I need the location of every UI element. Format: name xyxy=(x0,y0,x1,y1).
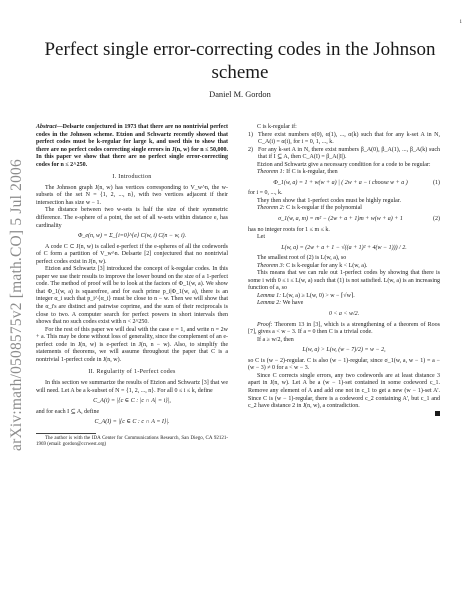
paragraph: If a ≥ w/2, then xyxy=(257,336,294,343)
equation-1: Φ_1(w, a) = 1 + w(w + a) | ( 2w + a − i choose w + a ) (1) xyxy=(273,179,440,186)
abstract-label: Abstract xyxy=(36,124,57,130)
equation-number: (1) xyxy=(433,179,440,186)
paragraph: This means that we can rule out 1-perfect codes by showing that there is some i with 0 ≤ i ≤ L(w, a) such that (1) is not satisfied. L(w, a) is an increasing function of a, so xyxy=(248,270,440,292)
paragraph: has no integer roots for 1 ≤ m ≤ k. xyxy=(248,226,330,233)
abstract xyxy=(36,124,228,169)
paragraph: The distance between two w-sets is half the size of their symmetric difference. The e-sphere of a point, the set of all w-sets within distance e, has cardinality xyxy=(36,207,228,229)
equation-lemma-2: 0 < a < w/2. xyxy=(328,311,360,318)
lemma-label: Lemma 1: xyxy=(257,292,282,299)
list-item-text: For any k-set A in N, there exist numbers β_A(0), β_A(1), ..., β_A(k) such that if I ⊆ A, then C_A(I) = β_A(|I|). xyxy=(258,146,440,161)
theorem-2: Theorem 2: C is k-regular if the polynomial xyxy=(257,205,362,212)
section-heading-regularity: II. Regularity of 1-Perfect codes xyxy=(88,369,176,376)
paragraph: They then show that 1-perfect codes must be highly regular. xyxy=(257,197,401,204)
paragraph: Etzion and Schwartz [3] introduced the concept of k-regular codes. In this paper we use their results to improve the lower bound on the size of a 1-perfect code. The method of proof will be to look at the factors of Φ_1(w, a). We show that Φ_1(w, a) is squarefree, and for each prime p_i|Φ_1(w, a), there is an integer α_i such that p_i^{α_i} must be close to n − w. Then we will show that the α_i's are distinct and pairwise coprime, and the sum of their reciprocals is close to two. A computer search for perfect powers in short intervals then shows that no such codes exist with n < 2^250. xyxy=(36,266,228,326)
abstract-text: —Delsarte conjectured in 1973 that there are no nontrivial perfect codes in the Johnson scheme. Etzion and Schwartz recently showed that perfect codes must be k-regular for large k, and used this to show that there are no perfect codes correcting single errors in J(n, w) for n ≤ 50,000. In this paper we show that there are no perfect single error-correcting codes for n ≤ 2^250. xyxy=(36,124,228,168)
lemma-2: Lemma 2: We have xyxy=(257,300,304,307)
theorem-1: Theorem 1: If C is k-regular, then xyxy=(257,169,338,176)
theorem-3: Theorem 3: C is k-regular for any k < L(w, a). xyxy=(257,262,368,269)
paragraph: For the rest of this paper we will deal with the case e = 1, and write n = 2w + a. This may be done without loss of generality, since the complement of an e-perfect code in J(n, w) is e-perfect in J(n, n − w). Also, to simplify the statements of theorems, we will assume throughout the paper that C is a nontrivial 1-perfect code in J(n, w). xyxy=(36,326,228,363)
list-item-text: There exist numbers α(0), α(1), ..., α(k) such that for any k-set A in N, C_A(i) = α(i), for i = 0, 1, ..., k. xyxy=(258,131,440,146)
paragraph: In this section we summarize the results of Etzion and Schwartz [3] that we will need. Let A be a k-subset of N = {1, 2, ..., n}. For all 0 ≤ i ≤ k, define xyxy=(36,379,228,394)
paragraph: and for each I ⊆ A, define xyxy=(36,408,100,415)
paragraph: C is k-regular if: xyxy=(257,124,297,130)
paragraph: Let xyxy=(257,234,265,241)
footnote-rule xyxy=(36,433,96,434)
right-column xyxy=(248,124,440,419)
footnote: The author is with the IDA Center for Communications Research, San Diego, CA 92121-1969 (email: gordon@ccrwest.org) xyxy=(36,435,228,447)
arxiv-sidebar xyxy=(6,160,28,450)
lemma-label: Lemma 2: xyxy=(257,300,282,307)
proof-label: Proof: xyxy=(257,321,273,328)
arxiv-identifier: arXiv:math/0508575v2 [math.CO] 5 Jul 2006 xyxy=(8,159,26,451)
paper-title: Perfect single error-correcting codes in the Johnson scheme xyxy=(44,39,436,83)
paragraph: The smallest root of (2) is L(w, a), so xyxy=(257,255,347,262)
paragraph: A code C ⊂ J(n, w) is called e-perfect if the e-spheres of all the codewords of C form a partition of V_w^n. Delsarte [2] conjectured that no nontrivial perfect codes exist in J(n, w). xyxy=(36,243,228,265)
paragraph: The Johnson graph J(n, w) has vertices corresponding to V_w^n, the w-subsets of the set N = {1, 2, ..., n}, with two vertices adjacent if their intersection has size w − 1. xyxy=(36,184,228,206)
paragraph: Etzion and Schwartz give a necessary condition for a code to be regular: xyxy=(257,161,431,168)
equation-number: (2) xyxy=(433,216,440,223)
theorem-label: Theorem 2: xyxy=(257,205,285,212)
theorem-label: Theorem 3: xyxy=(257,262,285,269)
list-item: 1) There exist numbers α(0), α(1), ..., α(k) such that for any k-set A in N, C_A(i) = α(i), for i = 0, 1, ..., k. xyxy=(248,131,440,146)
paragraph: for i = 0, ..., k. xyxy=(248,190,283,197)
qed-symbol xyxy=(248,411,440,420)
lemma-1: Lemma 1: L(w, a) ≥ L(w, 0) > w − ⌈√w⌉. xyxy=(257,292,355,299)
equation-sphere-size: Φ_e(n, w) = Σ_{i=0}^{e} C(w, i) C(n − w, i). xyxy=(77,233,187,240)
paper-author: Daniel M. Gordon xyxy=(209,90,271,99)
left-column xyxy=(36,124,228,448)
equation-ca: C_A(i) = |{c ∈ C : |c ∩ A| = i}|, xyxy=(93,398,171,405)
equation-2: σ_1(w, a, m) = m² − (2w + a + 1)m + w(w + a) + 1 (2) xyxy=(278,216,440,223)
paragraph: Since C corrects single errors, any two codewords are at least distance 3 apart in J(n, w). Let A be a (w − 1)-set contained in some codeword c_1. Remove any element of A and add one not in c_1 to get a new (w − 1)-set A'. Since C is (w − 1)-regular, there is a codeword c_2 containing A', but c_1 and c_2 have distance 2 in J(n, w), a contradiction. xyxy=(248,372,440,410)
paragraph: so C is (w − 2)-regular. C is also (w − 1)-regular, since σ_1(w, a, w − 1) = a − (w − 3) ≠ 0 for a < w − 3. xyxy=(248,357,440,372)
theorem-label: Theorem 1: xyxy=(257,169,285,176)
equation-proof: L(w, a) > L(w, (w − 7)/2) = w − 2, xyxy=(302,347,386,354)
proof: Proof: Theorem 13 in [3], which is a strengthening of a theorem of Roos [7], gives a < w − 3. If a = 0 then C is a trivial code. xyxy=(248,321,440,336)
page-number: 1 xyxy=(459,20,462,25)
equation-ci: C_A(I) = |{c ∈ C : c ∩ A = I}|. xyxy=(94,419,170,426)
equation-L: L(w, a) = (2w + a + 1 − √((a + 1)² + 4(w − 1))) / 2. xyxy=(281,244,407,251)
list-item: 2) For any k-set A in N, there exist numbers β_A(0), β_A(1), ..., β_A(k) such that if I ⊆ A, then C_A(I) = β_A(|I|). xyxy=(248,146,440,161)
section-heading-introduction: I. Introduction xyxy=(112,174,152,181)
